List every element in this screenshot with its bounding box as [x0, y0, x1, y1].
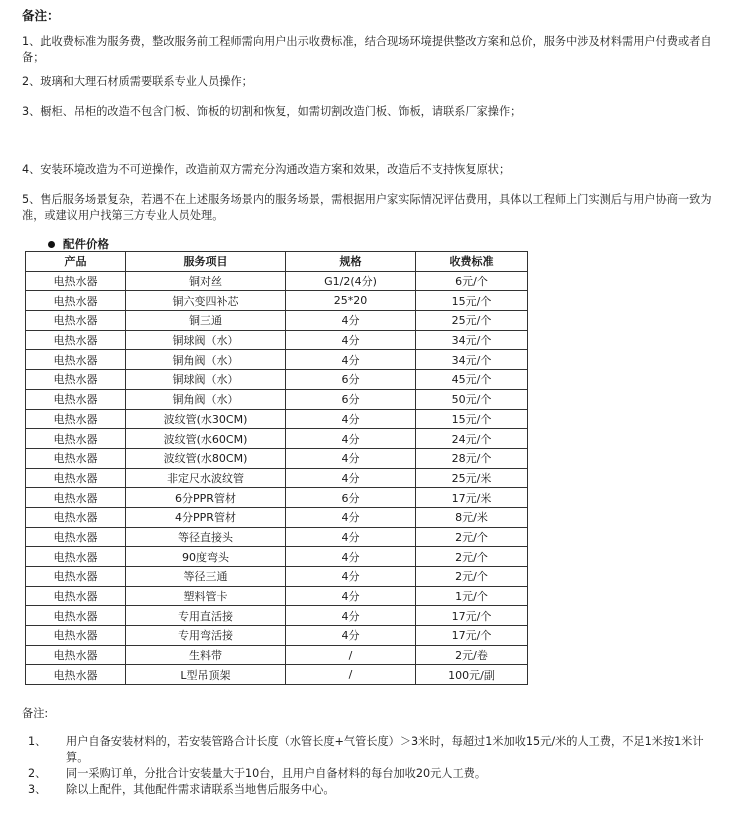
- cell-service-item: 铜球阀（水）: [126, 370, 286, 390]
- table-row: [26, 429, 528, 449]
- cell-product: 电热水器: [26, 311, 126, 331]
- cell-fee: 25元/个: [416, 311, 528, 331]
- cell-spec: 4分: [286, 330, 416, 350]
- cell-spec: 6分: [286, 488, 416, 508]
- table-row: [26, 547, 528, 567]
- cell-fee: 50元/个: [416, 389, 528, 409]
- cell-spec: /: [286, 665, 416, 685]
- cell-product: 电热水器: [26, 271, 126, 291]
- table-row: [26, 488, 528, 508]
- cell-spec: G1/2(4分): [286, 271, 416, 291]
- cell-fee: 2元/个: [416, 567, 528, 587]
- cell-product: 电热水器: [26, 370, 126, 390]
- table-row: [26, 626, 528, 646]
- table-row: [26, 389, 528, 409]
- cell-product: 电热水器: [26, 409, 126, 429]
- note-item-5: 5、售后服务场景复杂，若遇不在上述服务场景内的服务场景，需根据用户家实际情况评估费用，具体以工程师上门实测后与用户协商一致为准，或建议用户找第三方专业人员处理。: [22, 193, 712, 222]
- cell-product: 电热水器: [26, 330, 126, 350]
- cell-spec: 4分: [286, 448, 416, 468]
- table-row: [26, 527, 528, 547]
- cell-spec: 4分: [286, 527, 416, 547]
- footer-note-item-3: [22, 782, 712, 798]
- cell-product: 电热水器: [26, 507, 126, 527]
- cell-service-item: L型吊顶架: [126, 665, 286, 685]
- cell-fee: 34元/个: [416, 330, 528, 350]
- cell-fee: 25元/米: [416, 468, 528, 488]
- cell-spec: 4分: [286, 567, 416, 587]
- table-row: [26, 507, 528, 527]
- table-row: [26, 291, 528, 311]
- cell-product: 电热水器: [26, 389, 126, 409]
- cell-service-item: 专用直活接: [126, 606, 286, 626]
- note-item-4: 4、安装环境改造为不可逆操作，改造前双方需充分沟通改造方案和效果，改造后不支持恢复原状；: [22, 163, 511, 176]
- cell-service-item: 90度弯头: [126, 547, 286, 567]
- table-row: [26, 409, 528, 429]
- footer-note-text: 同一采购订单，分批合计安装量大于10台，且用户自备材料的每台加收20元人工费。: [66, 767, 487, 780]
- cell-fee: 8元/米: [416, 507, 528, 527]
- cell-spec: 4分: [286, 468, 416, 488]
- note-item-1: 1、此收费标准为服务费，整改服务前工程师需向用户出示收费标准，结合现场环境提供整改方案和总价，服务中涉及材料需用户付费或者自备；: [22, 35, 712, 64]
- cell-fee: 2元/个: [416, 547, 528, 567]
- cell-product: 电热水器: [26, 448, 126, 468]
- cell-fee: 17元/米: [416, 488, 528, 508]
- parts-price-title: [48, 236, 109, 252]
- cell-spec: 4分: [286, 409, 416, 429]
- cell-fee: 2元/个: [416, 527, 528, 547]
- cell-service-item: 波纹管(水30CM): [126, 409, 286, 429]
- footer-notes-heading: 备注:: [22, 707, 49, 720]
- footer-note-item-1: [22, 734, 712, 766]
- cell-fee: 15元/个: [416, 409, 528, 429]
- column-header-fee: 收费标准: [416, 252, 528, 272]
- table-row: [26, 567, 528, 587]
- cell-service-item: 等径三通: [126, 567, 286, 587]
- cell-service-item: 生料带: [126, 645, 286, 665]
- footer-note-number: 3、: [28, 783, 47, 796]
- footer-note-number: 2、: [28, 767, 47, 780]
- cell-spec: 4分: [286, 429, 416, 449]
- cell-product: 电热水器: [26, 488, 126, 508]
- cell-product: 电热水器: [26, 527, 126, 547]
- cell-product: 电热水器: [26, 626, 126, 646]
- cell-spec: 4分: [286, 606, 416, 626]
- cell-fee: 2元/卷: [416, 645, 528, 665]
- cell-spec: 4分: [286, 350, 416, 370]
- table-row: [26, 350, 528, 370]
- cell-service-item: 铜角阀（水）: [126, 389, 286, 409]
- cell-fee: 17元/个: [416, 626, 528, 646]
- table-row: [26, 271, 528, 291]
- cell-service-item: 非定尺水波纹管: [126, 468, 286, 488]
- cell-product: 电热水器: [26, 645, 126, 665]
- cell-spec: /: [286, 645, 416, 665]
- cell-fee: 45元/个: [416, 370, 528, 390]
- table-row: [26, 665, 528, 685]
- cell-product: 电热水器: [26, 429, 126, 449]
- cell-spec: 6分: [286, 389, 416, 409]
- footer-note-text: 除以上配件，其他配件需求请联系当地售后服务中心。: [66, 783, 335, 796]
- cell-service-item: 铜三通: [126, 311, 286, 331]
- table-row: [26, 370, 528, 390]
- cell-product: 电热水器: [26, 468, 126, 488]
- cell-fee: 34元/个: [416, 350, 528, 370]
- footer-note-text: 用户自备安装材料的，若安装管路合计长度（水管长度+气管长度）＞3米时，每超过1米加收15元/米的人工费，不足1米按1米计算。: [66, 735, 704, 764]
- footer-note-item-2: [22, 766, 712, 782]
- cell-service-item: 6分PPR管材: [126, 488, 286, 508]
- cell-spec: 4分: [286, 311, 416, 331]
- cell-spec: 4分: [286, 586, 416, 606]
- cell-fee: 100元/副: [416, 665, 528, 685]
- notes-heading: 备注：: [22, 8, 60, 23]
- cell-service-item: 塑料管卡: [126, 586, 286, 606]
- cell-product: 电热水器: [26, 350, 126, 370]
- table-row: [26, 330, 528, 350]
- cell-fee: 17元/个: [416, 606, 528, 626]
- cell-product: 电热水器: [26, 567, 126, 587]
- cell-spec: 4分: [286, 626, 416, 646]
- table-body: [26, 271, 528, 684]
- footer-note-number: 1、: [28, 735, 47, 748]
- cell-fee: 6元/个: [416, 271, 528, 291]
- parts-price-table: [25, 251, 528, 685]
- table-row: [26, 448, 528, 468]
- cell-product: 电热水器: [26, 291, 126, 311]
- cell-service-item: 铜球阀（水）: [126, 330, 286, 350]
- table-header-row: [26, 252, 528, 272]
- cell-product: 电热水器: [26, 586, 126, 606]
- cell-fee: 28元/个: [416, 448, 528, 468]
- note-item-3: 3、橱柜、吊柜的改造不包含门板、饰板的切割和恢复，如需切割改造门板、饰板，请联系厂家操作；: [22, 105, 522, 118]
- column-header-product: 产品: [26, 252, 126, 272]
- cell-product: 电热水器: [26, 606, 126, 626]
- cell-product: 电热水器: [26, 665, 126, 685]
- cell-service-item: 4分PPR管材: [126, 507, 286, 527]
- table-row: [26, 606, 528, 626]
- cell-spec: 25*20: [286, 291, 416, 311]
- cell-service-item: 铜角阀（水）: [126, 350, 286, 370]
- cell-fee: 15元/个: [416, 291, 528, 311]
- column-header-service-item: 服务项目: [126, 252, 286, 272]
- cell-fee: 24元/个: [416, 429, 528, 449]
- note-item-2: 2、玻璃和大理石材质需要联系专业人员操作；: [22, 75, 253, 88]
- cell-service-item: 波纹管(水80CM): [126, 448, 286, 468]
- cell-service-item: 等径直接头: [126, 527, 286, 547]
- column-header-spec: 规格: [286, 252, 416, 272]
- cell-spec: 4分: [286, 507, 416, 527]
- cell-fee: 1元/个: [416, 586, 528, 606]
- parts-price-title-text: 配件价格: [63, 237, 109, 251]
- cell-service-item: 铜六变四补芯: [126, 291, 286, 311]
- bullet-icon: [48, 241, 55, 248]
- cell-service-item: 铜对丝: [126, 271, 286, 291]
- table-row: [26, 586, 528, 606]
- cell-spec: 6分: [286, 370, 416, 390]
- cell-spec: 4分: [286, 547, 416, 567]
- table-row: [26, 311, 528, 331]
- table-row: [26, 645, 528, 665]
- cell-product: 电热水器: [26, 547, 126, 567]
- cell-service-item: 波纹管(水60CM): [126, 429, 286, 449]
- cell-service-item: 专用弯活接: [126, 626, 286, 646]
- table-row: [26, 468, 528, 488]
